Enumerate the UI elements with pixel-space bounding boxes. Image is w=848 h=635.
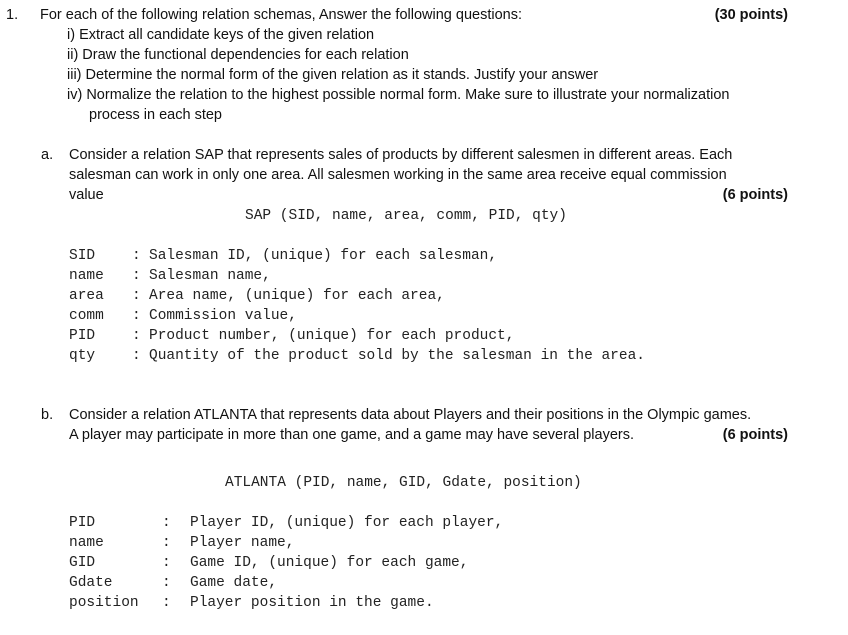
part-a-line-3: value bbox=[69, 187, 104, 203]
sap-attr-name: SID bbox=[69, 248, 96, 264]
part-a-points: (6 points) bbox=[722, 187, 788, 203]
atlanta-attr-desc: Player name, bbox=[190, 535, 295, 551]
part-a-letter: a. bbox=[41, 147, 54, 163]
sap-attr-desc: Quantity of the product sold by the salesman in the area. bbox=[149, 348, 645, 364]
part-b-letter: b. bbox=[41, 407, 54, 423]
part-a-line-1: Consider a relation SAP that represents sales of products by different salesmen in different areas. Each bbox=[69, 147, 733, 163]
atlanta-attr-sep: : bbox=[162, 555, 171, 571]
subquestion-3: iii) Determine the normal form of the given relation as it stands. Justify your answer bbox=[67, 67, 599, 83]
sap-attr-name: comm bbox=[69, 308, 104, 324]
subquestion-2: ii) Draw the functional dependencies for each relation bbox=[67, 47, 409, 63]
part-a-line-2: salesman can work in only one area. All salesmen working in the same area receive equal commission bbox=[69, 167, 727, 183]
atlanta-attr-desc: Player position in the game. bbox=[190, 595, 434, 611]
atlanta-attr-sep: : bbox=[162, 515, 171, 531]
sap-attr-desc: Salesman name, bbox=[149, 268, 271, 284]
atlanta-attr-sep: : bbox=[162, 595, 171, 611]
atlanta-attr-desc: Game ID, (unique) for each game, bbox=[190, 555, 469, 571]
subquestion-4-continued: process in each step bbox=[89, 107, 222, 123]
part-b-line-1: Consider a relation ATLANTA that represents data about Players and their positions in the Olympic games. bbox=[69, 407, 752, 423]
atlanta-attr-name: PID bbox=[69, 515, 96, 531]
sap-attr-name: area bbox=[69, 288, 104, 304]
sap-attr-desc: Commission value, bbox=[149, 308, 297, 324]
sap-attr-sep: : bbox=[132, 328, 141, 344]
atlanta-attr-desc: Player ID, (unique) for each player, bbox=[190, 515, 504, 531]
question-prompt: For each of the following relation schemas, Answer the following questions: bbox=[40, 7, 522, 23]
sap-attr-desc: Salesman ID, (unique) for each salesman, bbox=[149, 248, 498, 264]
sap-schema: SAP (SID, name, area, comm, PID, qty) bbox=[245, 208, 567, 224]
sap-attr-sep: : bbox=[132, 268, 141, 284]
sap-attr-name: qty bbox=[69, 348, 96, 364]
question-number: 1. bbox=[6, 7, 19, 23]
atlanta-attr-sep: : bbox=[162, 535, 171, 551]
atlanta-schema: ATLANTA (PID, name, GID, Gdate, position) bbox=[225, 475, 582, 491]
atlanta-attr-name: GID bbox=[69, 555, 96, 571]
sap-attr-sep: : bbox=[132, 348, 141, 364]
subquestion-4: iv) Normalize the relation to the highest possible normal form. Make sure to illustrate your normalization bbox=[67, 87, 730, 103]
sap-attr-desc: Product number, (unique) for each product, bbox=[149, 328, 515, 344]
sap-attr-name: name bbox=[69, 268, 104, 284]
atlanta-attr-name: position bbox=[69, 595, 139, 611]
subquestion-1: i) Extract all candidate keys of the given relation bbox=[67, 27, 375, 43]
atlanta-attr-desc: Game date, bbox=[190, 575, 278, 591]
sap-attr-sep: : bbox=[132, 288, 141, 304]
sap-attr-desc: Area name, (unique) for each area, bbox=[149, 288, 445, 304]
atlanta-attr-sep: : bbox=[162, 575, 171, 591]
atlanta-attr-name: name bbox=[69, 535, 104, 551]
question-points: (30 points) bbox=[714, 7, 788, 23]
sap-attr-sep: : bbox=[132, 308, 141, 324]
sap-attr-sep: : bbox=[132, 248, 141, 264]
part-b-points: (6 points) bbox=[722, 427, 788, 443]
sap-attr-name: PID bbox=[69, 328, 96, 344]
part-b-line-2: A player may participate in more than one game, and a game may have several players. bbox=[69, 427, 634, 443]
atlanta-attr-name: Gdate bbox=[69, 575, 113, 591]
